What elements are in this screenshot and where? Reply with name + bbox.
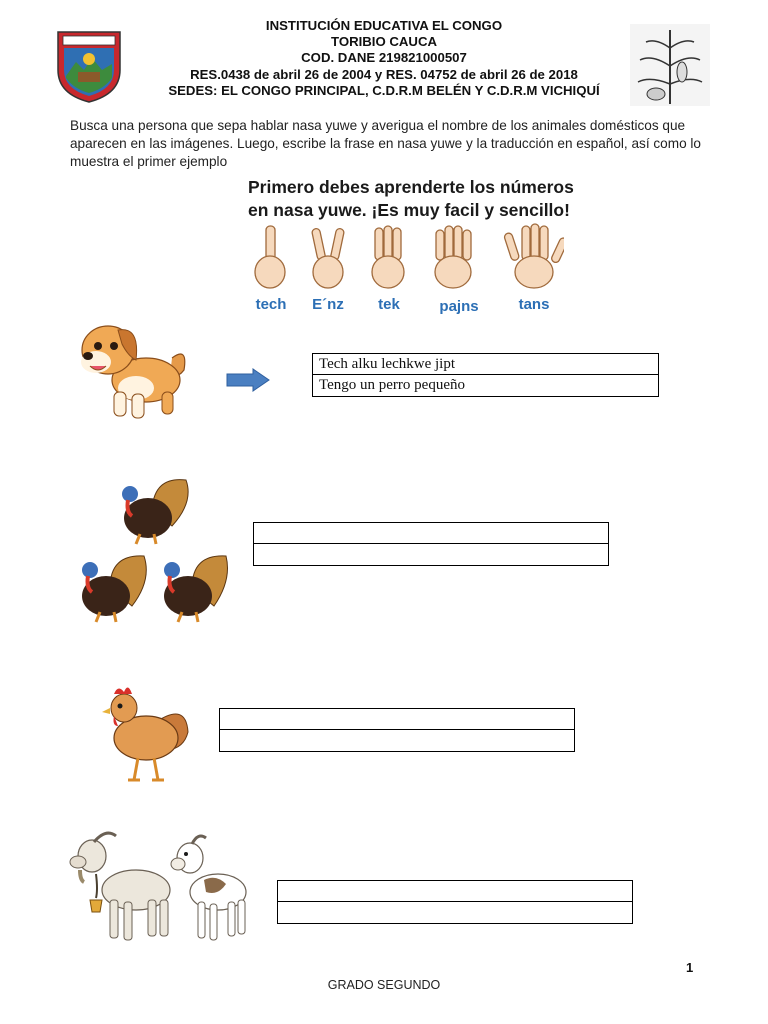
answer-box-goats (277, 880, 633, 924)
dog-image (74, 316, 192, 422)
turkeys-image (76, 472, 232, 628)
number-word-3: tek (378, 296, 400, 313)
number-word-4: pajns (439, 298, 479, 315)
school-location: TORIBIO CAUCA (331, 34, 437, 50)
nasa-yuwe-field[interactable] (254, 523, 608, 544)
number-word-1: tech (255, 296, 287, 313)
grade-footer: GRADO SEGUNDO (327, 978, 441, 992)
page-number: 1 (686, 960, 694, 975)
goats-image (66, 830, 256, 950)
resolutions: RES.0438 de abril 26 de 2004 y RES. 04752 de abril 26 de 2018 (190, 66, 578, 82)
numbers-title (248, 176, 574, 222)
goat-icon (171, 836, 246, 940)
number-word-2: E´nz (312, 296, 344, 313)
school-name: INSTITUCIÓN EDUCATIVA EL CONGO (265, 18, 503, 33)
spanish-translation-field[interactable]: Tengo un perro pequeño (319, 377, 465, 393)
school-shield-logo (54, 26, 124, 104)
spanish-translation-field[interactable] (220, 730, 574, 751)
hand-three-fingers-icon (372, 226, 404, 288)
answer-box-dog (312, 353, 659, 397)
numbers-title-line1: Primero debes aprenderte los números (248, 177, 574, 197)
goat-icon (70, 833, 170, 940)
hand-one-finger-icon (255, 226, 285, 288)
nasa-yuwe-field[interactable] (278, 881, 632, 902)
answer-box-hen (219, 708, 575, 752)
hand-four-fingers-icon (435, 226, 471, 288)
answer-box-turkeys (253, 522, 609, 566)
campuses: SEDES: EL CONGO PRINCIPAL, C.D.R.M BELÉN Y C.D.R.M VICHIQUÍ (168, 82, 600, 98)
spanish-translation-field[interactable] (278, 902, 632, 923)
school-header (130, 18, 638, 99)
turkey-icon (122, 480, 188, 544)
number-word-5: tans (518, 296, 550, 313)
hen-image (102, 682, 190, 786)
corn-plant-logo (630, 24, 710, 106)
counting-hands (244, 222, 564, 294)
hand-five-fingers-icon (504, 224, 564, 288)
turkey-icon (164, 556, 228, 622)
numbers-title-line2: en nasa yuwe. ¡Es muy facil y sencillo! (248, 200, 570, 220)
hand-two-fingers-icon (311, 228, 344, 288)
dane-code: COD. DANE 219821000507 (301, 50, 467, 66)
instructions-text: Busca una persona que sepa hablar nasa yuwe y averigua el nombre de los animales domésticos que aparecen en las imágenes. Luego, escribe la frase en nasa yuwe y la traducción en español, así como lo muestra el primer ejemplo (70, 118, 701, 169)
spanish-translation-field[interactable] (254, 544, 608, 565)
nasa-yuwe-field[interactable]: Tech alku lechkwe jipt (313, 354, 658, 375)
arrow-right-icon (225, 368, 271, 392)
turkey-icon (82, 556, 146, 622)
nasa-yuwe-field[interactable] (220, 709, 574, 730)
